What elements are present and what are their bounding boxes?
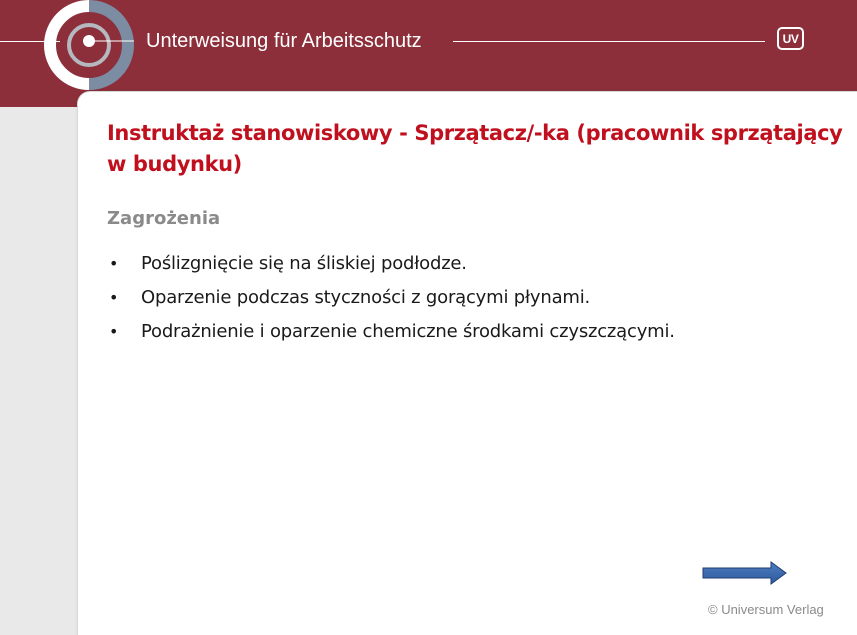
- header-divider-right: [453, 41, 765, 42]
- copyright-text: © Universum Verlag: [708, 602, 824, 617]
- header-title: Unterweisung für Arbeitsschutz: [146, 30, 422, 52]
- hazard-list: [107, 250, 675, 352]
- uv-badge-icon: UV: [777, 27, 804, 50]
- arrow-right-icon: [703, 562, 786, 584]
- list-item-text: Oparzenie podczas styczności z gorącymi płynami.: [141, 287, 591, 308]
- list-item: [107, 284, 675, 318]
- slide-title: Instruktaż stanowiskowy - Sprzątacz/-ka (pracownik sprzątający w budynku): [107, 121, 843, 176]
- bullet-icon: •: [109, 254, 119, 273]
- list-item-text: Podrażnienie i oparzenie chemiczne środkami czyszczącymi.: [141, 321, 675, 342]
- universum-logo-icon: [44, 0, 134, 90]
- list-item: [107, 318, 675, 352]
- content-area: [90, 100, 857, 635]
- list-item-text: Poślizgnięcie się na śliskiej podłodze.: [141, 253, 467, 274]
- bullet-icon: •: [109, 288, 119, 307]
- bullet-icon: •: [109, 322, 119, 341]
- next-slide-button[interactable]: [702, 561, 788, 585]
- list-item: [107, 250, 675, 284]
- section-heading: Zagrożenia: [107, 208, 221, 229]
- header-bar: [0, 0, 857, 107]
